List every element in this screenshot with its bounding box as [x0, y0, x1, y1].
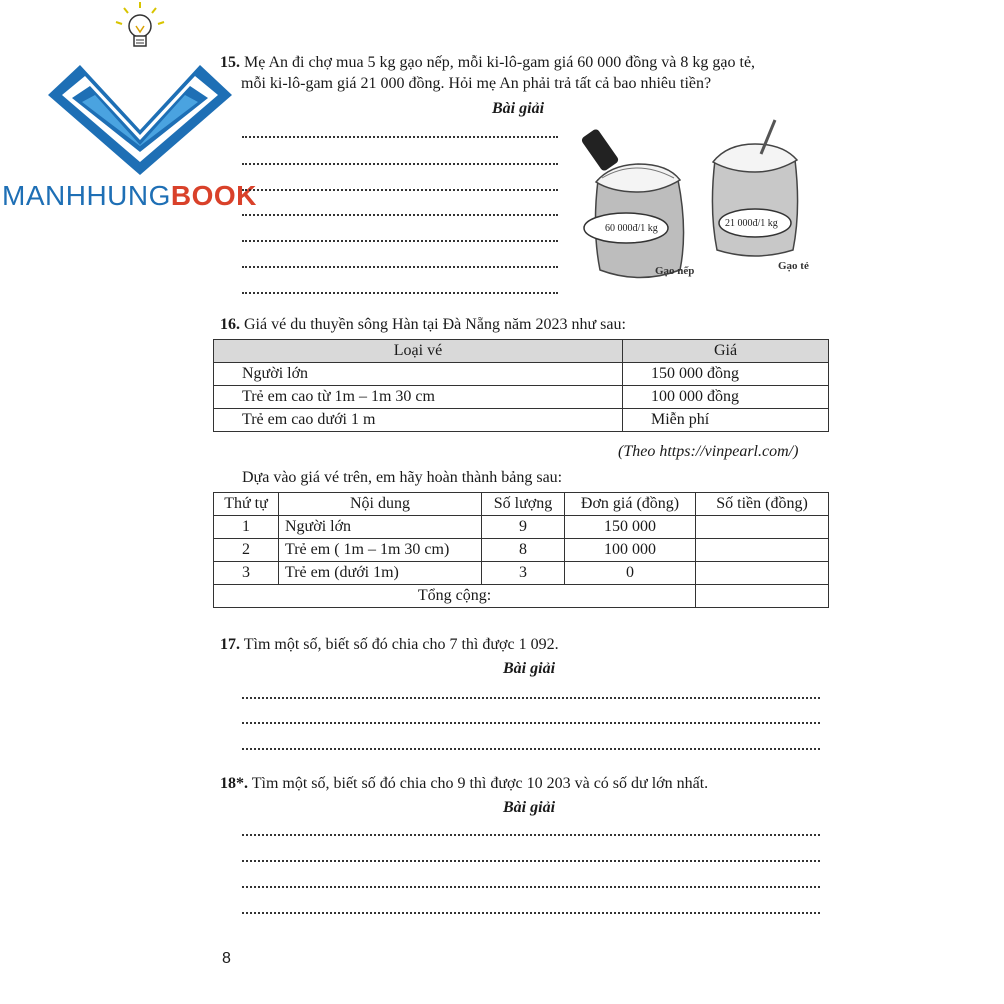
table-cell: Người lớn	[279, 516, 482, 539]
table-row	[214, 409, 829, 432]
table-total-row	[214, 585, 829, 608]
answer-line	[242, 834, 820, 836]
table-cell: 1	[214, 516, 279, 539]
question-16-number: 16.	[220, 316, 240, 333]
answer-line	[242, 748, 820, 750]
answer-cell[interactable]	[696, 516, 829, 539]
table-header-row	[214, 493, 829, 516]
question-15-line2	[220, 73, 820, 94]
question-15-text-2: mỗi ki-lô-gam giá 21 000 đồng. Hỏi mẹ An phải trả tất cả bao nhiêu tiền?	[241, 75, 712, 92]
table-row	[214, 386, 829, 409]
answer-line	[242, 912, 820, 914]
table-cell: Trẻ em (dưới 1m)	[279, 562, 482, 585]
answer-line	[242, 697, 820, 699]
rice-bags-illustration	[575, 110, 815, 290]
answer-line	[242, 240, 558, 242]
page-number: 8	[222, 950, 231, 967]
brand-name	[2, 180, 257, 212]
question-16-instruction: Dựa vào giá vé trên, em hãy hoàn thành bảng sau:	[242, 469, 563, 486]
brand-name-part1: MANHHUNG	[2, 180, 171, 211]
bag2-price: 21 000đ/1 kg	[725, 218, 778, 229]
question-18-heading: Bài giải	[503, 799, 556, 816]
table-cell: 8	[482, 539, 565, 562]
question-18-text: Tìm một số, biết số đó chia cho 9 thì được 10 203 và có số dư lớn nhất.	[251, 775, 709, 792]
question-17-number: 17.	[220, 636, 240, 653]
table-row	[214, 363, 829, 386]
table-cell: 2	[214, 539, 279, 562]
bag2-label: Gạo tẻ	[778, 260, 809, 272]
question-15-text-1: Mẹ An đi chợ mua 5 kg gạo nếp, mỗi ki-lô-gam giá 60 000 đồng và 8 kg gạo tẻ,	[244, 54, 756, 71]
table-row	[214, 516, 829, 539]
brand-name-part2: BOOK	[170, 180, 257, 211]
table-cell: Trẻ em cao dưới 1 m	[214, 409, 623, 432]
column-header: Số lượng	[482, 493, 565, 516]
bag1-price: 60 000đ/1 kg	[605, 223, 658, 234]
question-15	[220, 52, 820, 94]
table-cell: Miễn phí	[623, 409, 829, 432]
table-cell: 150 000 đồng	[623, 363, 829, 386]
table-row	[214, 539, 829, 562]
question-17-text: Tìm một số, biết số đó chia cho 7 thì được 1 092.	[243, 636, 559, 653]
answer-line	[242, 266, 558, 268]
answer-line	[242, 163, 558, 165]
answer-cell[interactable]	[696, 539, 829, 562]
question-16	[220, 314, 626, 335]
question-17	[220, 634, 559, 655]
answer-line	[242, 860, 820, 862]
price-table	[213, 339, 829, 432]
question-18	[220, 773, 708, 794]
answer-line	[242, 136, 558, 138]
table-cell: 100 000	[565, 539, 696, 562]
fill-in-table	[213, 492, 829, 608]
column-header: Thứ tự	[214, 493, 279, 516]
answer-line	[242, 886, 820, 888]
table-cell: Trẻ em cao từ 1m – 1m 30 cm	[214, 386, 623, 409]
brand-logo	[0, 0, 300, 220]
answer-line	[242, 189, 558, 191]
table-cell: 3	[482, 562, 565, 585]
answer-line	[242, 292, 558, 294]
answer-cell[interactable]	[696, 562, 829, 585]
rice-bag-plain-icon	[705, 110, 805, 270]
answer-line	[242, 722, 820, 724]
column-header: Đơn giá (đồng)	[565, 493, 696, 516]
total-label: Tổng cộng:	[214, 585, 696, 608]
table-cell: Trẻ em ( 1m – 1m 30 cm)	[279, 539, 482, 562]
table-cell: 150 000	[565, 516, 696, 539]
answer-line	[242, 214, 558, 216]
total-answer-cell[interactable]	[696, 585, 829, 608]
column-header: Nội dung	[279, 493, 482, 516]
source-citation: (Theo https://vinpearl.com/)	[618, 443, 799, 460]
question-15-heading: Bài giải	[492, 100, 545, 117]
column-header: Giá	[623, 340, 829, 363]
question-16-text: Giá vé du thuyền sông Hàn tại Đà Nẵng năm 2023 như sau:	[244, 316, 626, 333]
book-lightbulb-icon	[0, 0, 300, 190]
column-header: Loại vé	[214, 340, 623, 363]
question-15-line1	[220, 52, 820, 73]
question-15-number: 15.	[220, 54, 240, 71]
table-cell: 9	[482, 516, 565, 539]
table-cell: 100 000 đồng	[623, 386, 829, 409]
table-cell: 3	[214, 562, 279, 585]
question-18-number: 18*.	[220, 775, 248, 792]
table-header-row	[214, 340, 829, 363]
question-17-heading: Bài giải	[503, 660, 556, 677]
table-cell: 0	[565, 562, 696, 585]
bag1-label: Gạo nếp	[655, 265, 695, 277]
table-cell: Người lớn	[214, 363, 623, 386]
column-header: Số tiền (đồng)	[696, 493, 829, 516]
table-row	[214, 562, 829, 585]
